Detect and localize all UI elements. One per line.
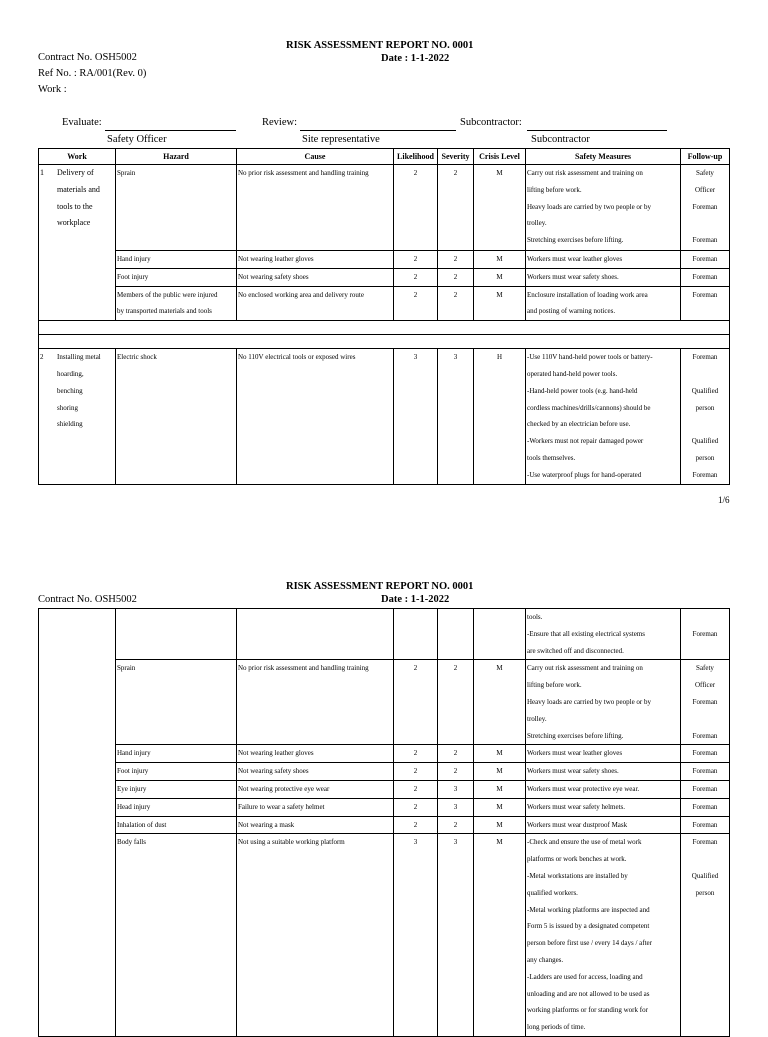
contract-number: Contract No. OSH5002: [38, 52, 137, 63]
work-line: benching: [57, 386, 83, 395]
followup-cell: [681, 798, 730, 816]
crisis-cell: [474, 834, 526, 1037]
followup-line: Officer: [694, 185, 716, 194]
likelihood-value: [395, 609, 436, 626]
crisis-value: [475, 609, 524, 626]
measure-line: platforms or work benches at work.: [527, 855, 627, 864]
measure-line: Workers must wear leather gloves: [527, 255, 623, 263]
cause-text: No enclosed working area and delivery route: [238, 290, 364, 299]
followup-line: Foreman: [692, 802, 718, 811]
crisis-cell: [474, 268, 526, 286]
likelihood-cell: [394, 251, 438, 269]
measure-line: Workers must wear dustproof Mask: [527, 820, 628, 829]
cause-cell: [237, 349, 394, 484]
cause-cell: [237, 780, 394, 798]
hazard-cell: [116, 834, 237, 1037]
severity-cell: [438, 780, 474, 798]
hazard-text: Hand injury: [117, 749, 151, 758]
measure-line: -Use waterproof plugs for hand-operated: [527, 470, 642, 479]
followup-line: Foreman: [692, 290, 718, 299]
followup-line: Foreman: [692, 629, 718, 638]
table-row: [39, 798, 730, 816]
measures-cell: [526, 286, 681, 321]
followup-line: Safety: [696, 664, 714, 673]
crisis-cell: [474, 660, 526, 745]
hazard-cell: [116, 609, 237, 660]
column-header: Safety Measures: [526, 149, 681, 165]
measure-line: qualified workers.: [527, 888, 578, 897]
severity-cell: [438, 834, 474, 1037]
crisis-cell: [474, 745, 526, 763]
table-row: [39, 165, 730, 251]
hazard-text: by transported materials and tools: [117, 307, 212, 316]
table-row: [39, 763, 730, 781]
cause-cell: [237, 834, 394, 1037]
severity-value: 3: [453, 353, 458, 362]
measure-line: Stretching exercises before lifting.: [527, 731, 624, 740]
hazard-text: Eye injury: [117, 784, 147, 793]
followup-line: [682, 711, 728, 728]
severity-cell: [438, 816, 474, 834]
measure-line: Enclosure installation of loading work area: [527, 290, 648, 299]
crisis-value: M: [496, 802, 503, 811]
followup-cell: [681, 763, 730, 781]
measure-line: Workers must wear leather gloves: [527, 749, 623, 758]
measure-line: Workers must wear safety shoes.: [527, 272, 619, 281]
likelihood-value: 2: [413, 664, 418, 673]
crisis-value: M: [496, 664, 503, 673]
hazard-cell: [116, 745, 237, 763]
work-line: Installing metal: [57, 353, 101, 362]
measure-line: Heavy loads are carried by two people or by: [527, 697, 652, 706]
review-label: Review:: [262, 117, 297, 128]
work-line: workplace: [57, 218, 91, 228]
measure-line: person before first use / every 14 days / after: [527, 939, 652, 948]
likelihood-cell: [394, 660, 438, 745]
table-row: [39, 251, 730, 269]
followup-line: Foreman: [692, 767, 718, 776]
hazard-text: [117, 609, 235, 626]
followup-line: Foreman: [692, 470, 718, 479]
hazard-text: Sprain: [117, 664, 136, 673]
crisis-value: M: [496, 290, 503, 299]
crisis-cell: [474, 763, 526, 781]
severity-cell: [438, 286, 474, 321]
reference-number: Ref No. : RA/001(Rev. 0): [38, 68, 147, 79]
likelihood-value: 2: [413, 272, 418, 281]
measure-line: Form 5 is issued by a designated competent: [527, 922, 650, 931]
likelihood-cell: [394, 286, 438, 321]
severity-value: 2: [453, 820, 458, 829]
empty-cell: [39, 335, 730, 349]
severity-value: 3: [453, 838, 458, 847]
hazard-cell: [116, 780, 237, 798]
crisis-cell: [474, 286, 526, 321]
measure-line: lifting before work.: [527, 185, 582, 194]
cause-cell: [237, 251, 394, 269]
likelihood-value: 2: [413, 767, 418, 776]
cause-cell: [237, 165, 394, 251]
measure-line: and posting of warning notices.: [527, 307, 616, 316]
report-date: Date : 1-1-2022: [381, 594, 450, 605]
cause-cell: [237, 660, 394, 745]
followup-line: Qualified: [691, 386, 719, 395]
measures-cell: [526, 816, 681, 834]
measure-line: working platforms or for standing work for: [527, 1006, 648, 1015]
hazard-text: Foot injury: [117, 272, 149, 281]
followup-line: Officer: [694, 681, 716, 690]
followup-line: Safety: [696, 169, 714, 177]
likelihood-cell: [394, 798, 438, 816]
work-cell: [39, 349, 116, 484]
followup-line: Foreman: [692, 255, 718, 263]
likelihood-cell: [394, 609, 438, 660]
likelihood-value: 2: [413, 749, 418, 758]
followup-line: [682, 609, 728, 626]
followup-line: person: [695, 888, 715, 897]
likelihood-value: 2: [413, 290, 418, 299]
measure-line: operated hand-held power tools.: [527, 369, 618, 378]
work-line: hoarding,: [57, 369, 84, 378]
severity-value: [439, 609, 472, 626]
severity-cell: [438, 349, 474, 484]
measure-line: Carry out risk assessment and training on: [527, 169, 643, 177]
empty-row: [39, 321, 730, 335]
severity-value: 3: [453, 802, 458, 811]
measures-cell: [526, 609, 681, 660]
severity-cell: [438, 763, 474, 781]
followup-line: Foreman: [692, 236, 718, 245]
crisis-value: M: [496, 169, 503, 177]
cause-text: Not wearing protective eye wear: [238, 784, 330, 793]
column-header: Severity: [438, 149, 474, 165]
empty-cell: [39, 321, 730, 335]
risk-table-page2: [38, 608, 730, 1037]
measure-line: are switched off and disconnected.: [527, 646, 624, 655]
crisis-value: M: [496, 784, 503, 793]
evaluate-label: Evaluate:: [62, 117, 102, 128]
likelihood-cell: [394, 780, 438, 798]
table-row: [39, 268, 730, 286]
measures-cell: [526, 251, 681, 269]
subcontractor-signature-line[interactable]: [527, 130, 667, 131]
cause-text: Not using a suitable working platform: [238, 838, 345, 847]
table-row: [39, 745, 730, 763]
work-label: Work :: [38, 84, 67, 95]
work-item-number: 1: [40, 168, 44, 177]
likelihood-cell: [394, 763, 438, 781]
followup-line: Foreman: [692, 749, 718, 758]
crisis-value: M: [496, 255, 503, 263]
subcontractor-label: Subcontractor:: [460, 117, 522, 128]
measure-line: Workers must wear safety helmets.: [527, 802, 625, 811]
cause-text: No prior risk assessment and handling training: [238, 169, 369, 177]
likelihood-value: 2: [413, 784, 418, 793]
followup-line: person: [695, 403, 715, 412]
measures-cell: [526, 660, 681, 745]
hazard-cell: [116, 660, 237, 745]
measures-cell: [526, 798, 681, 816]
table-header-row: [39, 149, 730, 165]
crisis-value: M: [496, 272, 503, 281]
crisis-value: H: [496, 353, 503, 362]
likelihood-value: 3: [413, 838, 418, 847]
crisis-cell: [474, 780, 526, 798]
measure-line: -Metal workstations are installed by: [527, 871, 628, 880]
column-header: Cause: [237, 149, 394, 165]
followup-line: [682, 851, 728, 868]
cause-cell: [237, 268, 394, 286]
cause-cell: [237, 609, 394, 660]
measure-line: -Ladders are used for access, loading and: [527, 972, 643, 981]
severity-cell: [438, 251, 474, 269]
cause-text: Not wearing safety shoes: [238, 767, 309, 776]
cause-cell: [237, 798, 394, 816]
hazard-text: Body falls: [117, 838, 146, 847]
measure-line: long periods of time.: [527, 1023, 586, 1032]
likelihood-value: 2: [413, 802, 418, 811]
hazard-cell: [116, 165, 237, 251]
hazard-text: Hand injury: [117, 255, 151, 263]
table-row: [39, 660, 730, 745]
severity-value: 2: [453, 290, 458, 299]
severity-value: 2: [453, 767, 458, 776]
contract-number: Contract No. OSH5002: [38, 594, 137, 605]
column-header: Follow-up: [681, 149, 730, 165]
crisis-cell: [474, 609, 526, 660]
cause-text: Not wearing leather gloves: [238, 255, 314, 263]
severity-value: 2: [453, 169, 458, 177]
likelihood-cell: [394, 268, 438, 286]
measures-cell: [526, 780, 681, 798]
measure-line: trolley.: [527, 219, 547, 228]
measures-cell: [526, 745, 681, 763]
role-site-representative: Site representative: [302, 134, 380, 145]
followup-cell: [681, 834, 730, 1037]
followup-line: person: [695, 453, 715, 462]
severity-cell: [438, 609, 474, 660]
followup-line: Foreman: [692, 784, 718, 793]
followup-cell: [681, 349, 730, 484]
likelihood-value: 2: [413, 169, 418, 177]
measure-line: tools.: [527, 613, 543, 621]
severity-value: 2: [453, 255, 458, 263]
followup-line: [682, 416, 728, 433]
hazard-cell: [116, 816, 237, 834]
measures-cell: [526, 268, 681, 286]
cause-text: Failure to wear a safety helmet: [238, 802, 325, 811]
measure-line: -Ensure that all existing electrical systems: [527, 629, 645, 638]
measure-line: Stretching exercises before lifting.: [527, 236, 624, 245]
likelihood-value: 2: [413, 255, 418, 263]
role-safety-officer: Safety Officer: [107, 134, 167, 145]
severity-cell: [438, 660, 474, 745]
cause-cell: [237, 286, 394, 321]
work-line: Delivery of: [57, 168, 94, 177]
cause-text: Not wearing leather gloves: [238, 749, 314, 758]
severity-value: 2: [453, 749, 458, 758]
empty-row: [39, 335, 730, 349]
measure-line: Workers must wear safety shoes.: [527, 767, 619, 776]
measure-line: -Use 110V hand-held power tools or battery-: [527, 353, 653, 362]
followup-line: Foreman: [692, 731, 718, 740]
measure-line: lifting before work.: [527, 681, 582, 690]
report-date: Date : 1-1-2022: [381, 53, 450, 64]
severity-cell: [438, 745, 474, 763]
column-header: Crisis Level: [474, 149, 526, 165]
measure-line: any changes.: [527, 955, 564, 964]
measure-line: cordless machines/drills/cannons) should be: [527, 403, 651, 412]
severity-cell: [438, 165, 474, 251]
role-subcontractor: Subcontractor: [531, 134, 590, 145]
work-cell: [39, 165, 116, 321]
cause-cell: [237, 816, 394, 834]
cause-text: No 110V electrical tools or exposed wires: [238, 353, 356, 362]
followup-line: [682, 366, 728, 383]
followup-line: [682, 643, 728, 660]
work-line: materials and: [57, 184, 100, 194]
column-header: Work: [39, 149, 116, 165]
work-line: tools to the: [57, 201, 93, 211]
severity-cell: [438, 798, 474, 816]
measure-line: Carry out risk assessment and training on: [527, 664, 643, 673]
measure-line: -Workers must not repair damaged power: [527, 437, 644, 446]
followup-line: Qualified: [691, 871, 719, 880]
measures-cell: [526, 349, 681, 484]
severity-value: 2: [453, 272, 458, 281]
hazard-text: Sprain: [117, 169, 136, 177]
table-row: [39, 286, 730, 321]
cause-cell: [237, 763, 394, 781]
measure-line: -Check and ensure the use of metal work: [527, 838, 642, 847]
likelihood-cell: [394, 165, 438, 251]
work-item-number: 2: [40, 353, 44, 362]
followup-line: Foreman: [692, 353, 718, 362]
measure-line: checked by an electrician before use.: [527, 420, 631, 429]
report-title: RISK ASSESSMENT REPORT NO. 0001: [286, 40, 474, 51]
review-signature-line[interactable]: [300, 130, 456, 131]
followup-cell: [681, 251, 730, 269]
crisis-cell: [474, 798, 526, 816]
severity-value: 2: [453, 664, 458, 673]
measure-line: tools themselves.: [527, 453, 576, 462]
likelihood-cell: [394, 349, 438, 484]
measure-line: Workers must wear protective eye wear.: [527, 784, 640, 793]
work-cell: [39, 609, 116, 1037]
hazard-text: Foot injury: [117, 767, 149, 776]
followup-line: Foreman: [692, 697, 718, 706]
crisis-value: M: [496, 820, 503, 829]
table-row: [39, 349, 730, 484]
table-row: [39, 816, 730, 834]
cause-text: Not wearing safety shoes: [238, 272, 309, 281]
followup-cell: [681, 745, 730, 763]
crisis-value: M: [496, 767, 503, 776]
hazard-cell: [116, 286, 237, 321]
hazard-text: Members of the public were injured: [117, 290, 218, 299]
likelihood-value: 2: [413, 820, 418, 829]
measure-line: unloading and are not allowed to be used as: [527, 989, 650, 998]
crisis-cell: [474, 165, 526, 251]
hazard-cell: [116, 251, 237, 269]
report-title: RISK ASSESSMENT REPORT NO. 0001: [286, 581, 474, 592]
table-row: [39, 780, 730, 798]
followup-line: Foreman: [692, 820, 718, 829]
hazard-text: Inhalation of dust: [117, 820, 167, 829]
cause-text: Not wearing a mask: [238, 820, 295, 829]
followup-line: Foreman: [692, 202, 718, 211]
hazard-cell: [116, 763, 237, 781]
severity-value: 3: [453, 784, 458, 793]
followup-cell: [681, 816, 730, 834]
hazard-text: Electric shock: [117, 353, 157, 362]
table-row: [39, 834, 730, 1037]
followup-cell: [681, 609, 730, 660]
hazard-cell: [116, 349, 237, 484]
followup-cell: [681, 286, 730, 321]
hazard-text: Head injury: [117, 802, 151, 811]
likelihood-cell: [394, 834, 438, 1037]
followup-cell: [681, 660, 730, 745]
table-row: [39, 609, 730, 660]
crisis-cell: [474, 251, 526, 269]
work-line: shielding: [57, 420, 83, 429]
severity-cell: [438, 268, 474, 286]
followup-cell: [681, 268, 730, 286]
page-number: 1/6: [718, 495, 730, 505]
hazard-cell: [116, 798, 237, 816]
crisis-cell: [474, 349, 526, 484]
measure-line: trolley.: [527, 714, 547, 723]
measures-cell: [526, 165, 681, 251]
crisis-value: M: [496, 749, 503, 758]
likelihood-cell: [394, 816, 438, 834]
followup-cell: [681, 780, 730, 798]
crisis-value: M: [496, 838, 503, 847]
measures-cell: [526, 834, 681, 1037]
likelihood-cell: [394, 745, 438, 763]
followup-line: [682, 215, 728, 232]
crisis-cell: [474, 816, 526, 834]
followup-line: Qualified: [691, 437, 719, 446]
followup-cell: [681, 165, 730, 251]
work-line: shoring: [57, 403, 78, 412]
hazard-cell: [116, 268, 237, 286]
column-header: Hazard: [116, 149, 237, 165]
risk-table-page1: [38, 148, 730, 485]
column-header: Likelihood: [394, 149, 438, 165]
followup-line: Foreman: [692, 272, 718, 281]
measures-cell: [526, 763, 681, 781]
cause-text: No prior risk assessment and handling training: [238, 664, 369, 673]
measure-line: -Metal working platforms are inspected and: [527, 905, 650, 914]
cause-cell: [237, 745, 394, 763]
measure-line: Heavy loads are carried by two people or by: [527, 202, 652, 211]
evaluate-signature-line[interactable]: [105, 130, 236, 131]
measure-line: -Hand-held power tools (e.g. hand-held: [527, 386, 638, 395]
likelihood-value: 3: [413, 353, 418, 362]
followup-line: Foreman: [692, 838, 718, 847]
cause-text: [238, 609, 392, 626]
